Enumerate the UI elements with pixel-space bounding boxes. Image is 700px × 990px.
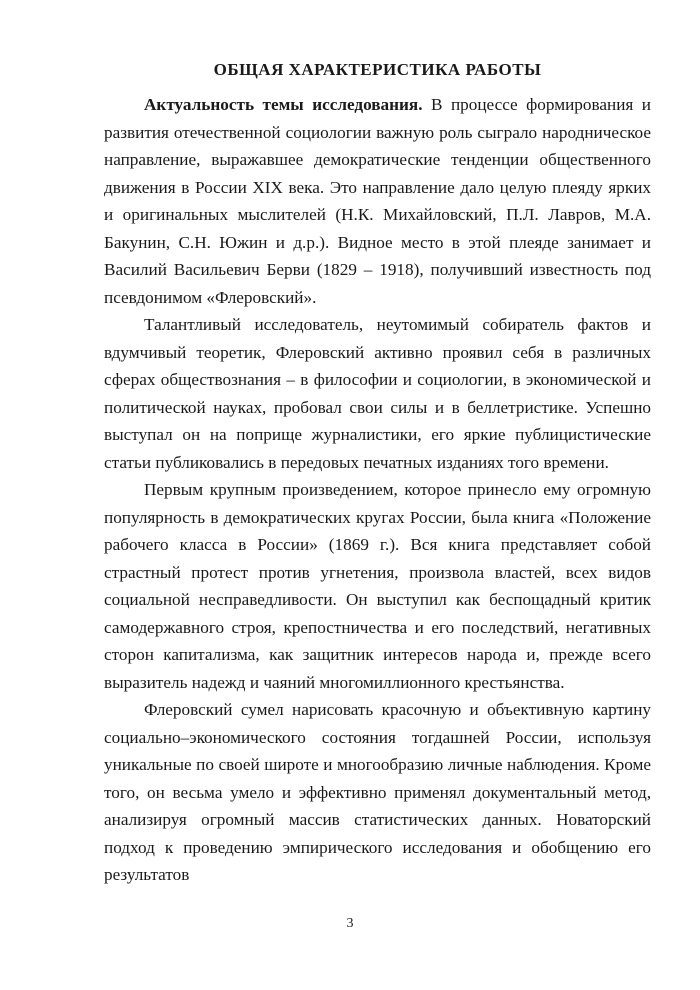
page-number: 3 — [346, 916, 354, 931]
paragraph-text: Талантливый исследователь, неутомимый собиратель фактов и вдумчивый теоретик, Флеровский активно проявил себя в различных сферах обществознания – в философии и социологии, в экономической и политической науках, пробовал свои силы и в беллетристике. Успешно выступал он на поприще журналистики, его яркие публицистические статьи публиковались в передовых печатных изданиях того времени. — [104, 315, 651, 472]
paragraph-2 — [104, 311, 651, 476]
paragraph-1 — [104, 91, 651, 311]
paragraph-lead: Актуальность темы исследования. — [144, 95, 423, 114]
section-heading: ОБЩАЯ ХАРАКТЕРИСТИКА РАБОТЫ — [213, 60, 542, 79]
document-page — [104, 58, 651, 889]
paragraph-text: Первым крупным произведением, которое принесло ему огромную популярность в демократических кругах России, была книга «Положение рабочего класса в России» (1869 г.). Вся книга представляет собой страстный протест против угнетения, произвола властей, всех видов социальной несправедливости. Он выступил как беспощадный критик самодержавного строя, крепостничества и его последствий, негативных сторон капитализма, как защитник интересов народа и, прежде всего выразитель надежд и чаяний многомиллионного крестьянства. — [104, 480, 651, 692]
paragraph-4 — [104, 696, 651, 889]
paragraph-text: Флеровский сумел нарисовать красочную и объективную картину социально–экономического состояния тогдашней России, используя уникальные по своей широте и многообразию личные наблюдения. Кроме того, он весьма умело и эффективно применял документальный метод, анализируя огромный массив статистических данных. Новаторский подход к проведению эмпирического исследования и обобщению его результатов — [104, 700, 651, 884]
paragraph-3 — [104, 476, 651, 696]
paragraph-text: В процессе формирования и развития отечественной социологии важную роль сыграло народническое направление, выражавшее демократические тенденции общественного движения в России XIX века. Это направление дало целую плеяду ярких и оригинальных мыслителей (Н.К. Михайловский, П.Л. Лавров, М.А. Бакунин, С.Н. Южин и д.р.). Видное место в этой плеяде занимает и Василий Васильевич Берви (1829 – 1918), получивший известность под псевдонимом «Флеровский». — [104, 95, 651, 307]
